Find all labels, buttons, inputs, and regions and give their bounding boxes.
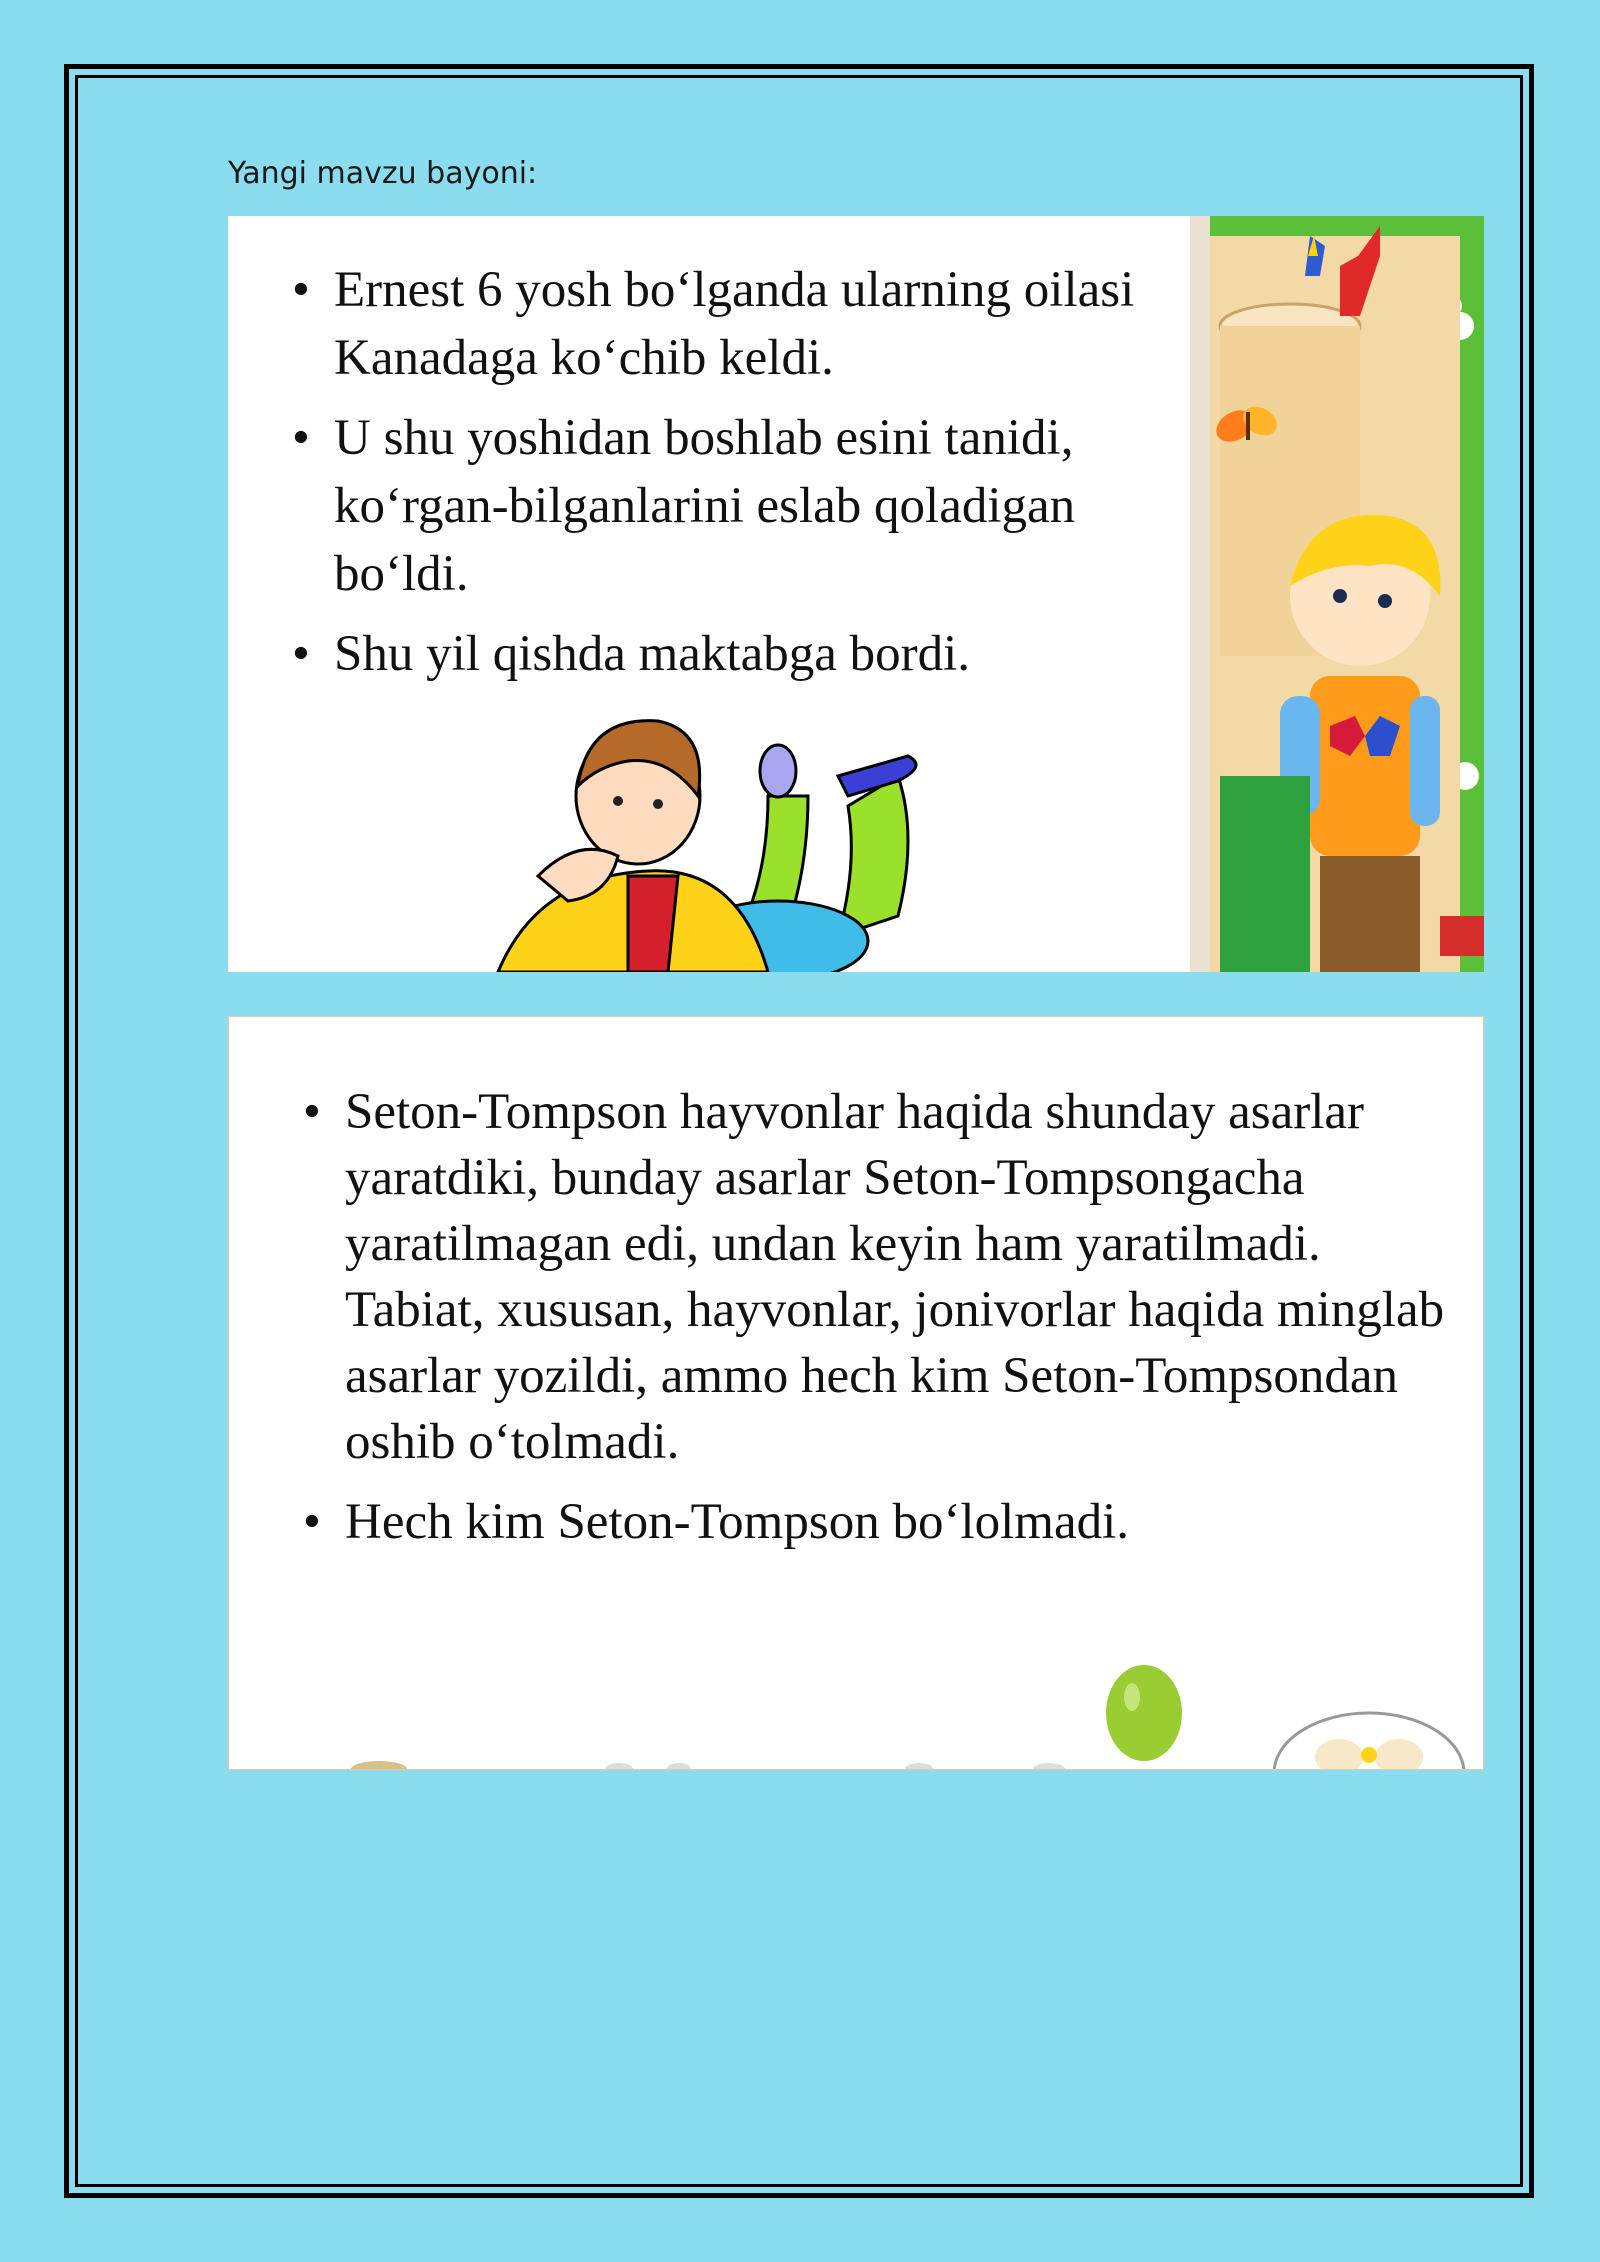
slide-2-bullet-2: • Hech kim Seton-Tompson bo‘lolmadi. bbox=[289, 1489, 1469, 1555]
balloon-icon bbox=[1099, 1663, 1189, 1770]
slide-1-bullet-2: • U shu yoshidan boshlab esini tanidi, ko‘rgan-bilganlarini eslab qoladigan bo‘ldi. bbox=[278, 404, 1198, 608]
slide-1-bullet-3: • Shu yil qishda maktabga bordi. bbox=[278, 620, 1198, 688]
boy-standing-illustration bbox=[1190, 216, 1484, 972]
slide-1 bbox=[228, 216, 1484, 972]
slide-1-bullet-1: • Ernest 6 yosh bo‘lganda ularning oilasi Kanadaga ko‘chib keldi. bbox=[278, 256, 1198, 392]
slide-2 bbox=[228, 1016, 1484, 1770]
decorative-bottom-strip bbox=[229, 1759, 1484, 1770]
boy-lying-illustration bbox=[478, 686, 998, 972]
page-heading: Yangi mavzu bayoni: bbox=[228, 156, 538, 191]
slide-2-bullet-list bbox=[289, 1079, 1469, 1569]
slide-1-bullet-list bbox=[278, 256, 1198, 700]
slide-2-bullet-1: • Seton-Tompson hayvonlar haqida shunday asarlar yaratdiki, bunday asarlar Seton-Tompsongacha yaratilmagan edi, undan keyin ham yaratilmadi. Tabiat, xususan, hayvonlar, jonivorlar haqida minglab asarlar yozildi, ammo hech kim Seton-Tompsondan oshib o‘tolmadi. bbox=[289, 1079, 1469, 1475]
